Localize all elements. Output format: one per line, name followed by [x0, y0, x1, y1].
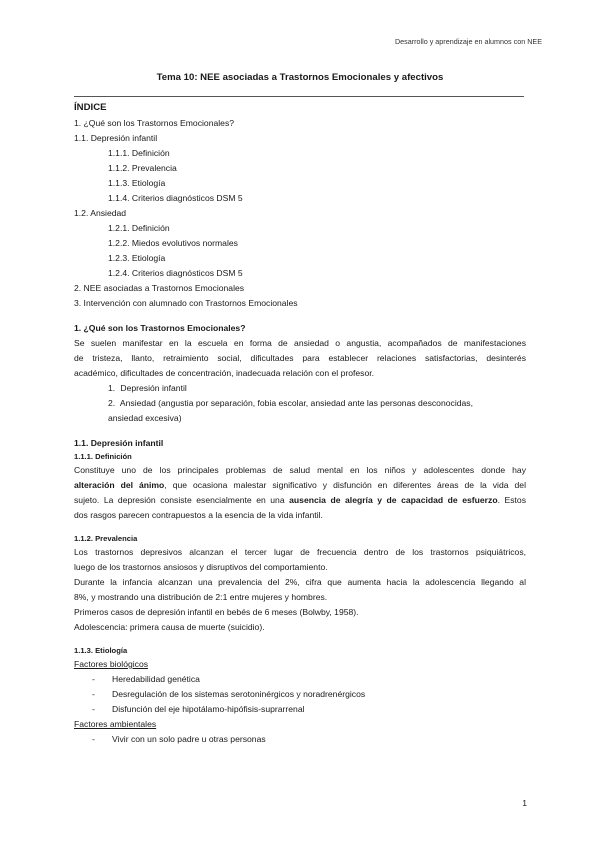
factor-heading: Factores ambientales — [74, 719, 157, 729]
text-run: . Estos — [497, 495, 526, 505]
document-body — [74, 101, 526, 747]
section-heading: 1. ¿Qué son los Trastornos Emocionales? — [74, 323, 246, 333]
text-run: sujeto. La depresión consiste esencialmente en una — [74, 495, 290, 505]
paragraph-line: Se suelen manifestar en la escuela en forma de ansiedad o angustia, acompañados de manifestaciones — [74, 338, 526, 348]
paragraph-line: de tristeza, llanto, retraimiento social, dificultades para establecer relaciones satisfactorias, desinterés — [74, 353, 526, 363]
text-run: , que ocasiona malestar significativo y disfunción en diferentes áreas de la vida del — [164, 480, 526, 490]
index-item: 1.1.3. Etiología — [108, 178, 166, 188]
section-heading: 1.1. Depresión infantil — [74, 438, 164, 448]
index-item: 1.2.2. Miedos evolutivos normales — [108, 238, 238, 248]
document-title: Tema 10: NEE asociadas a Trastornos Emocionales y afectivos — [156, 72, 444, 83]
subsection-heading: 1.1.3. Etiología — [74, 646, 128, 655]
index-item: 1.2.3. Etiología — [108, 253, 166, 263]
paragraph-line: Adolescencia: primera causa de muerte (suicidio). — [74, 622, 265, 632]
list-item — [74, 396, 526, 411]
factor-heading: Factores biológicos — [74, 659, 149, 669]
index-item: 2. NEE asociadas a Trastornos Emocionales — [74, 283, 245, 293]
index-item: 1.1. Depresión infantil — [74, 133, 158, 143]
running-header: Desarrollo y aprendizaje en alumnos con NEE — [394, 37, 542, 46]
paragraph-line: Constituye uno de los principales problemas de salud mental en los niños y adolescentes donde hay — [74, 465, 526, 475]
page-number: 1 — [522, 798, 527, 808]
list-text: Heredabilidad genética — [112, 674, 200, 684]
list-number: 1. — [108, 383, 116, 393]
dash-bullet: - — [92, 674, 95, 684]
list-number: 2. — [108, 398, 116, 408]
list-item-continuation: ansiedad excesiva) — [108, 413, 182, 423]
index-item: 1.1.2. Prevalencia — [108, 163, 177, 173]
paragraph-line: dos rasgos parecen contrapuestos a la esencia de la vida infantil. — [74, 510, 323, 520]
index-item: 1.2.4. Criterios diagnósticos DSM 5 — [108, 268, 243, 278]
title-divider — [74, 96, 524, 97]
list-item — [74, 732, 526, 747]
subsection-heading: 1.1.2. Prevalencia — [74, 534, 138, 543]
paragraph-line: Primeros casos de depresión infantil en bebés de 6 meses (Bolwby, 1958). — [74, 607, 359, 617]
index-item: 3. Intervención con alumnado con Trastornos Emocionales — [74, 298, 298, 308]
index-item: 1.2.1. Definición — [108, 223, 170, 233]
dash-bullet: - — [92, 689, 95, 699]
index-item: 1.2. Ansiedad — [74, 208, 127, 218]
paragraph-line: luego de los trastornos ansiosos y disruptivos del comportamiento. — [74, 562, 328, 572]
dash-bullet: - — [92, 734, 95, 744]
list-item — [74, 687, 526, 702]
paragraph-line — [74, 493, 526, 508]
emphasis: ausencia de alegría y de capacidad de esfuerzo — [289, 495, 498, 505]
index-item: 1.1.1. Definición — [108, 148, 170, 158]
emphasis: alteración del ánimo — [74, 480, 165, 490]
index-item: 1.1.4. Criterios diagnósticos DSM 5 — [108, 193, 243, 203]
list-item — [74, 702, 526, 717]
list-text: Vivir con un solo padre u otras personas — [112, 734, 266, 744]
list-text: Ansiedad (angustia por separación, fobia escolar, ansiedad ante las personas desconocidas, — [119, 398, 473, 408]
paragraph-line — [74, 478, 526, 493]
paragraph-line: académico, dificultades de concentración, inadecuada relación con el profesor. — [74, 368, 375, 378]
list-text: Desregulación de los sistemas serotoninérgicos y noradrenérgicos — [112, 689, 366, 699]
list-text: Depresión infantil — [120, 383, 187, 393]
index-heading: ÍNDICE — [74, 102, 107, 113]
paragraph-line: Los trastornos depresivos alcanzan el tercer lugar de frecuencia dentro de los trastornos psiquiátricos, — [74, 547, 526, 557]
list-item — [74, 381, 526, 396]
list-item — [74, 672, 526, 687]
subsection-heading: 1.1.1. Definición — [74, 452, 132, 461]
list-text: Disfunción del eje hipotálamo-hipófisis-suprarrenal — [112, 704, 305, 714]
paragraph-line: Durante la infancia alcanzan una prevalencia del 2%, cifra que aumenta hacia la adolescencia llegando al — [74, 577, 526, 587]
index-item: 1. ¿Qué son los Trastornos Emocionales? — [74, 118, 235, 128]
paragraph-line: 8%, y mostrando una distribución de 2:1 entre mujeres y hombres. — [74, 592, 328, 602]
dash-bullet: - — [92, 704, 95, 714]
